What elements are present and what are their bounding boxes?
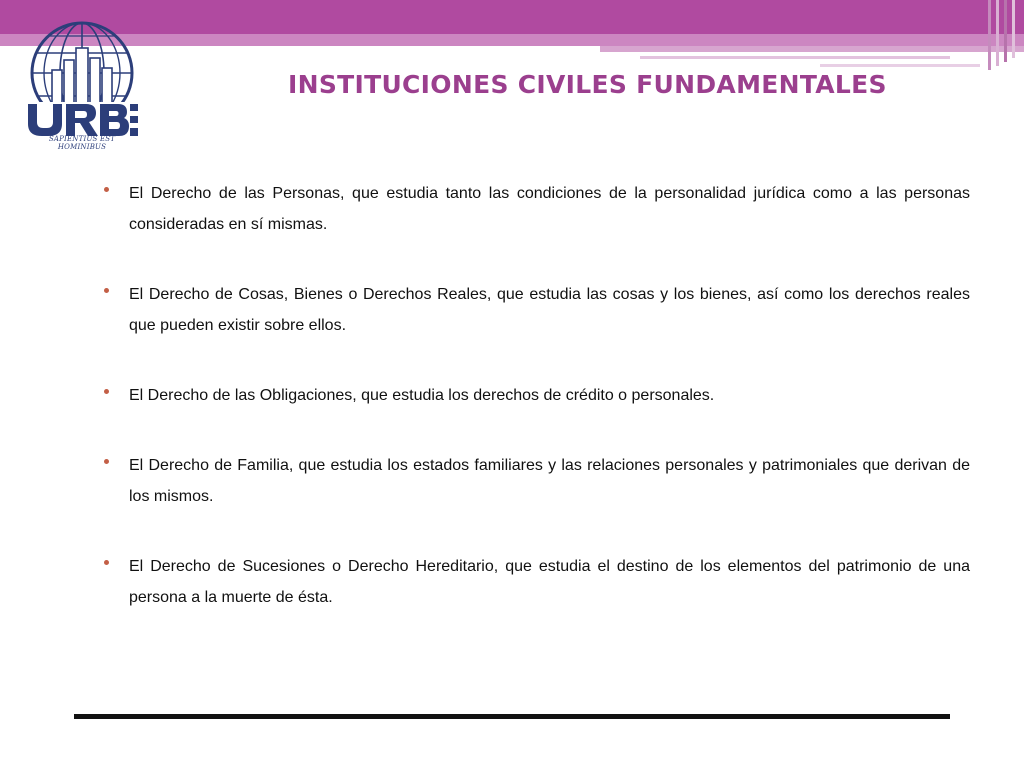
bullet-list — [104, 178, 970, 652]
list-item — [104, 551, 970, 613]
header-vertical-bar — [996, 0, 999, 66]
globe-buildings-logo-icon — [22, 18, 140, 150]
header-line — [820, 64, 980, 67]
bullet-text: El Derecho de las Personas, que estudia tanto las condiciones de la personalidad jurídica como a las personas consideradas en sí mismas. — [129, 185, 970, 233]
list-item — [104, 178, 970, 240]
bullet-text: El Derecho de Familia, que estudia los estados familiares y las relaciones personales y patrimoniales que derivan de los mismos. — [129, 457, 970, 505]
header-vertical-bar — [988, 0, 991, 70]
urbe-logo — [22, 18, 140, 150]
header-band-light — [0, 34, 1024, 46]
header-vertical-bar — [1012, 0, 1015, 58]
slide-title: INSTITUCIONES CIVILES FUNDAMENTALES — [288, 70, 887, 99]
header-band — [0, 0, 1024, 34]
bullet-text: El Derecho de Sucesiones o Derecho Hereditario, que estudia el destino de los elementos del patrimonio de una persona a la muerte de ésta. — [129, 558, 970, 606]
bullet-text: El Derecho de las Obligaciones, que estudia los derechos de crédito o personales. — [129, 387, 715, 404]
bullet-icon — [104, 560, 109, 565]
header-line — [640, 56, 950, 59]
bullet-text: El Derecho de Cosas, Bienes o Derechos Reales, que estudia las cosas y los bienes, así como los derechos reales que pueden existir sobre ellos. — [129, 286, 970, 334]
bullet-icon — [104, 459, 109, 464]
bullet-icon — [104, 288, 109, 293]
bottom-divider — [74, 714, 950, 719]
header-band-step — [600, 46, 1024, 52]
header-vertical-bar — [1004, 0, 1007, 62]
bullet-icon — [104, 187, 109, 192]
list-item — [104, 450, 970, 512]
logo-tagline: SAPIENTIUS EST HOMINIBUS — [48, 135, 116, 151]
list-item — [104, 279, 970, 341]
bullet-icon — [104, 389, 109, 394]
list-item — [104, 380, 970, 411]
